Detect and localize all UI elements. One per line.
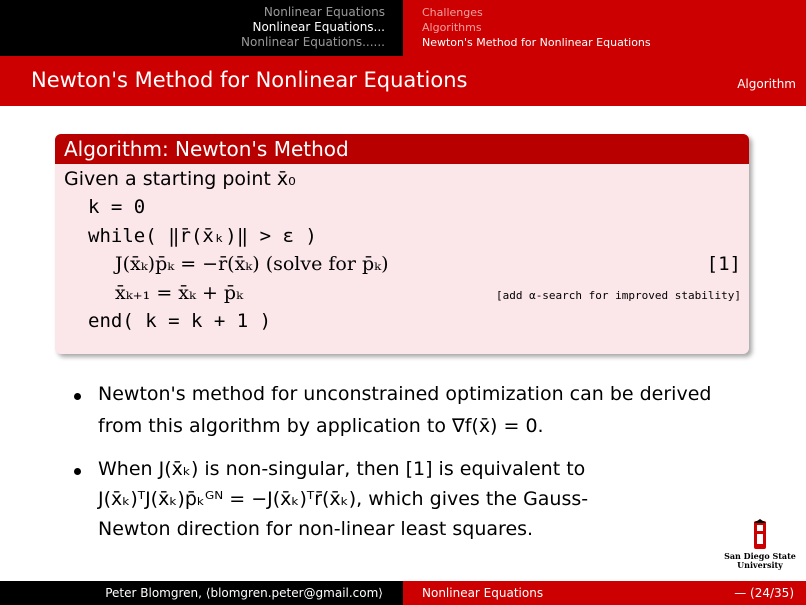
algorithm-line-1: Given a starting point x̄₀ <box>64 168 296 190</box>
nav-sections <box>0 0 403 56</box>
footer-right <box>403 581 806 605</box>
nav-subsection-algorithms[interactable]: Algorithms <box>422 21 482 34</box>
bullet-2-line-1: When J(x̄ₖ) is non-singular, then [1] is equivalent to <box>98 458 586 480</box>
university-name-line-1: San Diego State <box>724 551 796 561</box>
university-emblem-icon <box>720 519 800 551</box>
slide-section-label: Algorithm <box>737 77 796 91</box>
bullet-dot-icon <box>74 393 81 400</box>
bullet-1-line-1: Newton's method for unconstrained optimization can be derived <box>98 383 712 405</box>
algorithm-line-5: x̄ₖ₊₁ = x̄ₖ + p̄ₖ <box>115 282 244 304</box>
university-logo <box>720 519 800 579</box>
algorithm-line-2: k = 0 <box>88 196 146 218</box>
footer-author: Peter Blomgren, ⟨blomgren.peter@gmail.com⟩ <box>105 586 383 600</box>
footer-talk-title[interactable]: Nonlinear Equations <box>422 586 544 600</box>
algorithm-heading: Algorithm: Newton's Method <box>55 134 749 164</box>
footer-left <box>0 581 403 605</box>
algorithm-line-4: J(x̄ₖ)p̄ₖ = −r̄(x̄ₖ) (solve for p̄ₖ) <box>115 253 389 275</box>
nav-section-3[interactable]: Nonlinear Equations...... <box>241 35 385 49</box>
nav-subsection-newton[interactable]: Newton's Method for Nonlinear Equations <box>422 36 651 49</box>
algorithm-line-3: while( ‖r̄(x̄ₖ)‖ > ε ) <box>88 225 317 247</box>
slide-title: Newton's Method for Nonlinear Equations <box>31 68 468 92</box>
university-name-line-2: University <box>737 560 783 570</box>
bullet-2-line-3: Newton direction for non-linear least squares. <box>98 518 534 540</box>
slide-title-bar <box>0 56 806 106</box>
nav-subsection-challenges[interactable]: Challenges <box>422 6 483 19</box>
nav-section-1[interactable]: Nonlinear Equations <box>263 5 385 19</box>
algorithm-note: [add α-search for improved stability] <box>495 289 741 302</box>
algorithm-body <box>55 164 749 354</box>
footer-bar <box>0 581 806 605</box>
footer-page-number: — (24/35) <box>734 586 794 600</box>
bullet-2-line-2: J(x̄ₖ)ᵀJ(x̄ₖ)p̄ₖᴳᴺ = −J(x̄ₖ)ᵀr̄(x̄ₖ), which gives the Gauss- <box>98 488 589 510</box>
equation-tag: [1] <box>706 253 741 275</box>
bullet-1-line-2: from this algorithm by application to ∇f(x̄) = 0. <box>98 415 544 437</box>
algorithm-box <box>55 134 749 354</box>
top-navigation <box>0 0 806 56</box>
nav-section-2[interactable]: Nonlinear Equations... <box>252 20 385 34</box>
nav-subsections <box>403 0 806 56</box>
algorithm-line-6: end( k = k + 1 ) <box>88 310 272 332</box>
university-name <box>720 552 800 570</box>
bullet-dot-icon <box>74 468 81 475</box>
